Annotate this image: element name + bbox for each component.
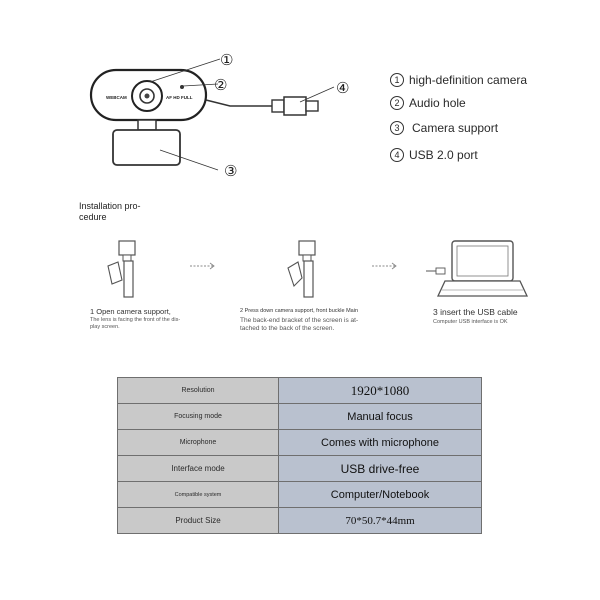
camera-badge-left: WEBCAM [106, 95, 127, 100]
step2-description: The back-end bracket of the screen is at- tached to the back of the screen. [240, 317, 359, 332]
legend-label: high-definition camera [409, 73, 528, 87]
spec-label: Microphone [118, 430, 279, 456]
spec-value: 1920*1080 [279, 378, 482, 404]
spec-table [117, 377, 482, 534]
callout-1: ① [220, 52, 234, 69]
spec-label: Focusing mode [118, 404, 279, 430]
legend-number: 3 [390, 121, 404, 135]
arrow-right-icon [190, 263, 214, 269]
step1-description: The lens is facing the front of the dis- play screen. [90, 317, 181, 330]
table-row [118, 456, 482, 482]
step1-illustration [108, 241, 135, 297]
camera-badge-right: AF HD FULL [166, 95, 193, 100]
spec-value: USB drive-free [279, 456, 482, 482]
installation-heading: Installation pro- cedure [79, 201, 141, 222]
step2-illustration [288, 241, 315, 297]
legend-label: Camera support [412, 121, 499, 135]
callout-2: ② [214, 77, 228, 94]
step2-title: 2 Press down camera support, front buckle Main [240, 308, 359, 314]
spec-value: Comes with microphone [279, 430, 482, 456]
table-row [118, 482, 482, 508]
spec-label: Product Size [118, 508, 279, 534]
legend-number: 2 [390, 96, 404, 110]
table-row [118, 378, 482, 404]
spec-value: 70*50.7*44mm [279, 508, 482, 534]
legend-label: USB 2.0 port [409, 148, 478, 162]
callout-3: ③ [224, 163, 238, 180]
table-row [118, 404, 482, 430]
spec-label: Interface mode [118, 456, 279, 482]
legend-number: 1 [390, 73, 404, 87]
callout-4: ④ [336, 80, 350, 97]
step3-title: 3 insert the USB cable [433, 307, 518, 317]
spec-value: Manual focus [279, 404, 482, 430]
legend-number: 4 [390, 148, 404, 162]
legend-label: Audio hole [409, 96, 466, 110]
spec-value: Computer/Notebook [279, 482, 482, 508]
step1-title: 1 Open camera support, [90, 307, 171, 316]
step3-description: Computer USB interface is OK [433, 319, 508, 325]
spec-label: Resolution [118, 378, 279, 404]
table-row [118, 430, 482, 456]
laptop-icon [426, 241, 527, 296]
spec-label: Compatible system [118, 482, 279, 508]
table-row [118, 508, 482, 534]
arrow-right-icon [372, 263, 396, 269]
